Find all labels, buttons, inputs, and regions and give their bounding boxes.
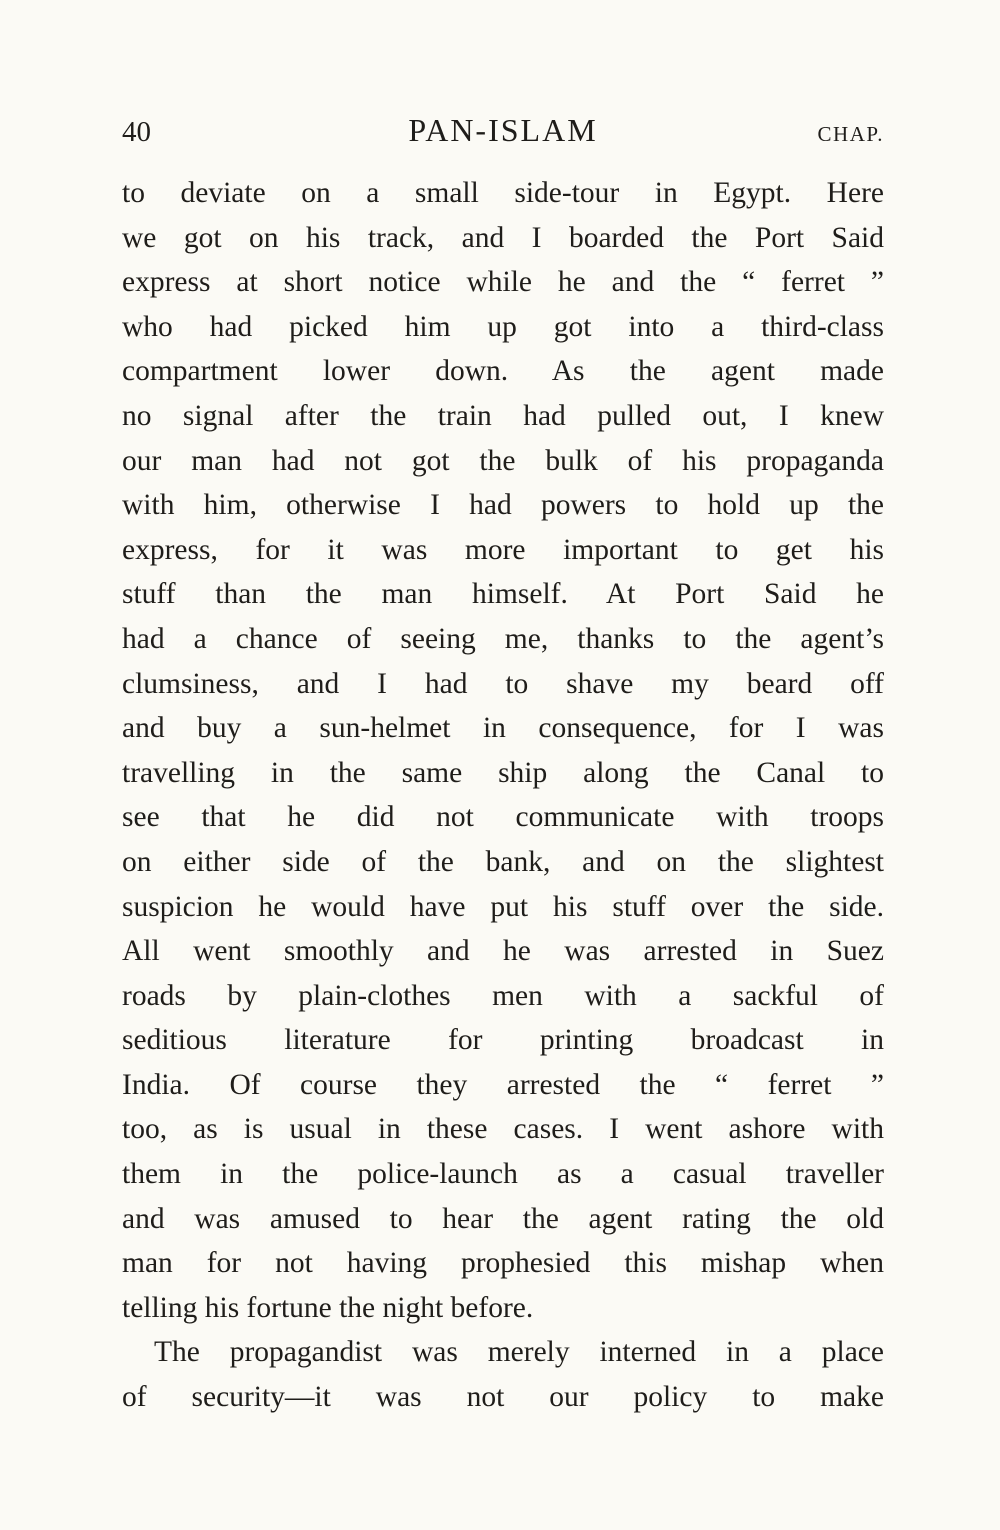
text-line: suspicion he would have put his stuff over the side. [122, 890, 884, 923]
text-line: All went smoothly and he was arrested in Suez [122, 935, 884, 968]
text-line: express, for it was more important to get his [122, 533, 884, 566]
text-line: The propagandist was merely interned in a place [154, 1336, 884, 1369]
page-number: 40 [122, 116, 151, 148]
text-line: travelling in the same ship along the Canal to [122, 756, 884, 789]
text-line: too, as is usual in these cases. I went ashore with [122, 1113, 884, 1146]
text-line: with him, otherwise I had powers to hold up the [122, 489, 884, 522]
text-line: we got on his track, and I boarded the Port Said [122, 221, 884, 254]
chapter-label: CHAP. [817, 122, 884, 146]
body-text [122, 171, 884, 1420]
text-line: express at short notice while he and the “ ferret ” [122, 266, 884, 299]
text-line: man for not having prophesied this mishap when [122, 1247, 884, 1280]
text-line: compartment lower down. As the agent made [122, 355, 884, 388]
text-line: who had picked him up got into a third-class [122, 310, 884, 343]
page-header [122, 112, 884, 149]
text-line: our man had not got the bulk of his propaganda [122, 444, 884, 477]
text-line: and was amused to hear the agent rating the old [122, 1202, 884, 1235]
text-line: clumsiness, and I had to shave my beard off [122, 667, 884, 700]
text-line: to deviate on a small side-tour in Egypt. Here [122, 177, 884, 209]
book-page [122, 112, 884, 1420]
text-line: stuff than the man himself. At Port Said he [122, 578, 884, 611]
text-line: them in the police-launch as a casual traveller [122, 1158, 884, 1191]
running-title: PAN-ISLAM [408, 112, 598, 148]
text-line: on either side of the bank, and on the slightest [122, 845, 884, 878]
text-line: seditious literature for printing broadcast in [122, 1024, 884, 1057]
text-line: had a chance of seeing me, thanks to the agent’s [122, 622, 884, 655]
paragraph [122, 171, 884, 1330]
text-line: see that he did not communicate with troops [122, 801, 884, 834]
paragraph [122, 1330, 884, 1419]
text-line: of security—it was not our policy to make [122, 1381, 884, 1414]
text-line: roads by plain-clothes men with a sackful of [122, 979, 884, 1012]
text-line: telling his fortune the night before. [122, 1291, 534, 1324]
text-line: and buy a sun-helmet in consequence, for I was [122, 712, 884, 745]
text-line: India. Of course they arrested the “ ferret ” [122, 1068, 884, 1101]
text-line: no signal after the train had pulled out, I knew [122, 399, 884, 432]
